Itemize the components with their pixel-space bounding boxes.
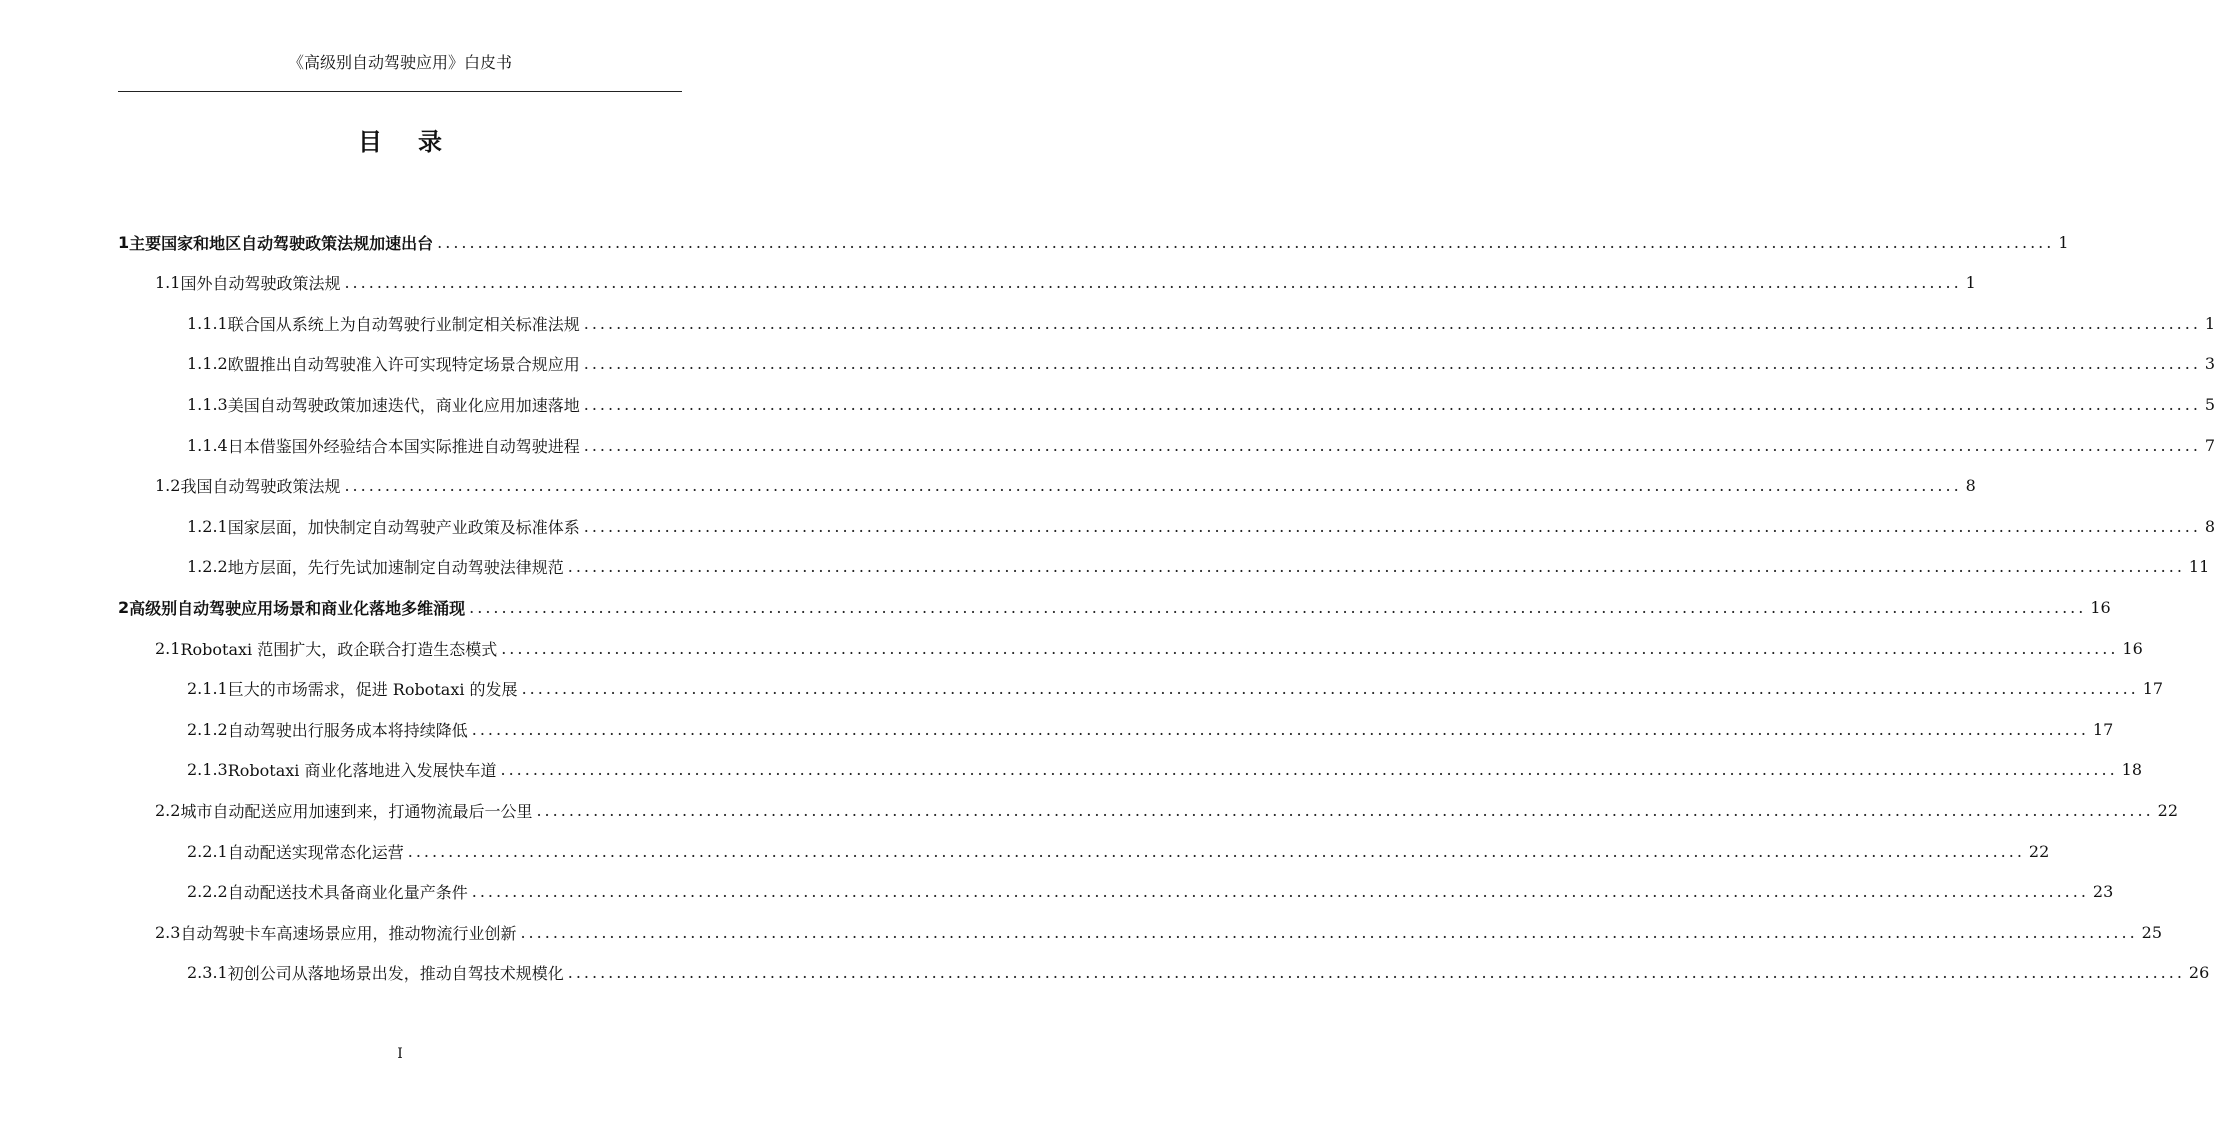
toc-entry[interactable] (187, 953, 2210, 993)
toc-entry-text: 自动配送技术具备商业化量产条件 (227, 883, 468, 903)
toc-entry[interactable] (187, 872, 2114, 912)
toc-entry-number: 1 (118, 232, 130, 252)
toc-entry-number: 1.1.4 (187, 435, 228, 455)
toc-entry-number: 2.2.1 (187, 841, 228, 861)
toc-entry-number: 2.1.3 (187, 760, 228, 780)
toc-entry[interactable] (187, 831, 2050, 871)
toc-entry-text: 自动驾驶出行服务成本将持续降低 (227, 720, 468, 740)
toc-entry-text: 地方层面，先行先试加速制定自动驾驶法律规范 (227, 558, 564, 578)
toc-entry[interactable] (187, 303, 2215, 343)
toc-entry-page: 17 (2092, 719, 2114, 739)
toc-entry-number: 1.2.2 (187, 557, 228, 577)
toc-leader-dots: ........................................................................................................................................................................................................ (583, 394, 2201, 414)
toc-entry-number: 2.1 (155, 638, 181, 658)
toc-title: 目录 (358, 127, 478, 156)
toc-entry[interactable] (187, 425, 2215, 465)
toc-entry-text: 主要国家和地区自动驾驶政策法规加速出台 (129, 233, 434, 253)
toc-entry-text: 自动驾驶卡车高速场景应用，推动物流行业创新 (180, 923, 517, 943)
toc-entry[interactable] (187, 709, 2114, 749)
toc-entry-text: 自动配送实现常态化运营 (227, 842, 404, 862)
toc-entry[interactable] (155, 912, 2163, 952)
header-rule (118, 91, 682, 92)
toc-entry-page: 5 (2204, 394, 2215, 414)
toc-leader-dots: ........................................................................................................................................................................................................ (344, 476, 1962, 496)
toc-entry[interactable] (187, 547, 2210, 587)
toc-leader-dots: ........................................................................................................................................................................................................ (471, 719, 2089, 739)
toc-entry-page: 8 (2204, 516, 2215, 536)
toc-entry[interactable] (187, 750, 2143, 790)
toc-entry-page: 3 (2204, 354, 2215, 374)
toc-entry-number: 2.3 (155, 922, 181, 942)
toc-entry-number: 1.1.1 (187, 313, 228, 333)
toc-entry-page: 1 (1965, 273, 1976, 293)
toc-entry-number: 1.1 (155, 273, 181, 293)
toc-entry[interactable] (155, 466, 1976, 506)
toc-leader-dots: ........................................................................................................................................................................................................ (583, 354, 2201, 374)
toc-entry-text: 高级别自动驾驶应用场景和商业化落地多维涌现 (129, 598, 466, 618)
toc-entry-text: 美国自动驾驶政策加速迭代，商业化应用加速落地 (227, 395, 580, 415)
toc-entry[interactable] (118, 587, 2111, 627)
toc-leader-dots: ........................................................................................................................................................................................................ (500, 760, 2118, 780)
toc-entry-text: 我国自动驾驶政策法规 (180, 477, 341, 497)
toc-entry-text: 日本借鉴国外经验结合本国实际推进自动驾驶进程 (227, 436, 580, 456)
toc-entry-page: 22 (2028, 841, 2050, 861)
toc-leader-dots: ........................................................................................................................................................................................................ (583, 313, 2201, 333)
toc-leader-dots: ........................................................................................................................................................................................................ (583, 516, 2201, 536)
toc-leader-dots: ........................................................................................................................................................................................................ (520, 922, 2138, 942)
toc-leader-dots: ........................................................................................................................................................................................................ (501, 638, 2119, 658)
toc-entry-number: 1.1.2 (187, 354, 228, 374)
toc-entry-page: 8 (1965, 476, 1976, 496)
toc-entry[interactable] (187, 384, 2215, 424)
toc-entry[interactable] (155, 790, 2179, 830)
toc-entry-page: 1 (2058, 232, 2069, 252)
toc-entry[interactable] (155, 263, 1976, 303)
toc-entry-number: 1.2 (155, 476, 181, 496)
page-number: I (397, 1046, 403, 1062)
toc-entry[interactable] (155, 628, 2143, 668)
toc-entry-page: 1 (2204, 313, 2215, 333)
toc-entry-page: 7 (2204, 435, 2215, 455)
toc-entry-text: 国家层面，加快制定自动驾驶产业政策及标准体系 (227, 517, 580, 537)
toc-leader-dots: ........................................................................................................................................................................................................ (583, 435, 2201, 455)
toc-entry-text: 国外自动驾驶政策法规 (180, 274, 341, 294)
toc-leader-dots: ........................................................................................................................................................................................................ (567, 963, 2185, 983)
toc-leader-dots: ........................................................................................................................................................................................................ (536, 800, 2154, 820)
toc-entry-text: 初创公司从落地场景出发，推动自驾技术规模化 (227, 964, 564, 984)
toc-entry-number: 1.1.3 (187, 394, 228, 414)
toc-entry-text: Robotaxi 商业化落地进入发展快车道 (227, 761, 497, 781)
toc-entry[interactable] (187, 506, 2215, 546)
toc-leader-dots: ........................................................................................................................................................................................................ (521, 679, 2139, 699)
toc-entry-page: 11 (2188, 557, 2210, 577)
running-header: 《高级别自动驾驶应用》白皮书 (287, 53, 512, 72)
toc-entry-page: 22 (2157, 800, 2179, 820)
toc-entry-page: 25 (2141, 922, 2163, 942)
toc-entry-page: 16 (2090, 597, 2111, 617)
toc-leader-dots: ........................................................................................................................................................................................................ (471, 882, 2089, 902)
toc-entry-page: 16 (2122, 638, 2143, 658)
toc-entry-page: 26 (2188, 963, 2210, 983)
toc-leader-dots: ........................................................................................................................................................................................................ (344, 273, 1962, 293)
toc-entry-text: 城市自动配送应用加速到来，打通物流最后一公里 (180, 801, 533, 821)
toc-entry[interactable] (118, 222, 2069, 262)
toc-entry-number: 2.1.1 (187, 679, 228, 699)
toc-leader-dots: ........................................................................................................................................................................................................ (567, 557, 2185, 577)
toc-leader-dots: ........................................................................................................................................................................................................ (437, 232, 2055, 252)
toc-entry-number: 2.3.1 (187, 963, 228, 983)
toc-entry[interactable] (187, 344, 2215, 384)
toc-entry-number: 1.2.1 (187, 516, 228, 536)
toc-entry-number: 2 (118, 597, 130, 617)
toc-leader-dots: ........................................................................................................................................................................................................ (469, 597, 2087, 617)
toc-entry-number: 2.1.2 (187, 719, 228, 739)
toc-leader-dots: ........................................................................................................................................................................................................ (407, 841, 2025, 861)
toc-entry-text: 欧盟推出自动驾驶准入许可实现特定场景合规应用 (227, 355, 580, 375)
toc-entry[interactable] (187, 669, 2164, 709)
toc-entry-number: 2.2 (155, 800, 181, 820)
toc-entry-page: 18 (2121, 760, 2143, 780)
toc-entry-text: 巨大的市场需求，促进 Robotaxi 的发展 (227, 680, 518, 700)
toc-entry-text: 联合国从系统上为自动驾驶行业制定相关标准法规 (227, 314, 580, 334)
toc-entry-text: Robotaxi 范围扩大，政企联合打造生态模式 (180, 639, 498, 659)
toc-entry-page: 17 (2142, 679, 2164, 699)
toc-entry-number: 2.2.2 (187, 882, 228, 902)
toc-entry-page: 23 (2092, 882, 2114, 902)
